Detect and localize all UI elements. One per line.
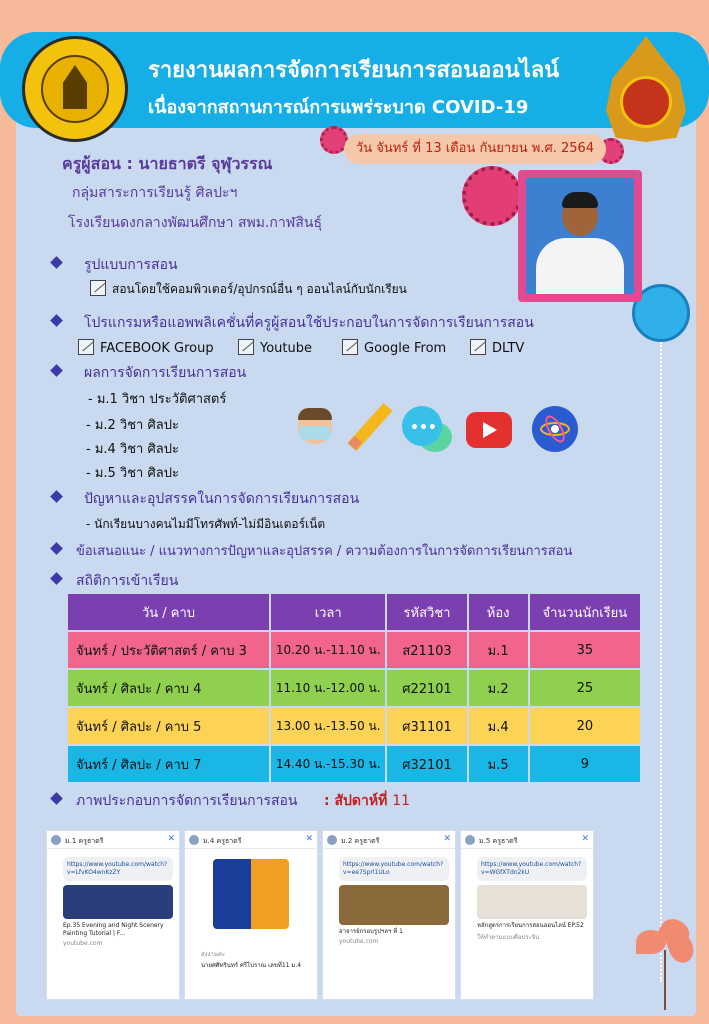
result-item: - ม.4 วิชา ศิลปะ [86,442,179,457]
problems-item: - นักเรียนบางคนไมมีโทรศัพท์-ไม่มีอินเตอร์เน็ต [86,517,326,531]
table-header-row [68,594,640,630]
column-header: เวลา [271,594,385,630]
youtube-icon [464,404,514,454]
suggestions-heading: ข้อเสนอแนะ / แนวทางการปัญหาและอุปสรรค / ความต้องการในการจัดการเรียนการสอน [76,544,573,559]
table-cell-count: 35 [530,632,640,668]
title-line-1: รายงานผลการจัดการเรียนการสอนออนไลน์ [148,58,560,83]
video-thumbnail [339,885,449,925]
table-cell-day: จันทร์ / ประวัติศาสตร์ / คาบ 3 [68,632,269,668]
chat-screenshot: ม.1 ครูธาตรี ✕ https://www.youtube.com/watch?v=LfvKO4wnKzZY Ep.35 Evening and Night Scenery Painting Tutorial | F... youtube.com [46,830,180,1000]
table-cell-room: ม.2 [469,670,528,706]
results-heading: ผลการจัดการเรียนการสอน [84,365,247,381]
result-item: - ม.1 วิชา ประวัติศาสตร์ [88,392,227,407]
flower-decoration [636,920,696,970]
checkbox-icon [342,339,358,355]
title-line-2: เนื่องจากสถานการณ์การแพร่ระบาด COVID-19 [148,97,529,118]
video-thumbnail [63,885,173,919]
table-cell-day: จันทร์ / ศิลปะ / คาบ 7 [68,746,269,782]
table-cell-time: 10.20 น.-11.10 น. [271,632,385,668]
column-header: ห้อง [469,594,528,630]
checkbox-icon [238,339,254,355]
week-number: 11 [392,793,411,809]
school-logo [22,36,128,142]
app-item: DLTV [470,339,524,356]
app-icons [290,404,590,460]
chat-screenshot: ม.2 ครูธาตรี ✕ https://www.youtube.com/watch?v=ee7Sprl1ULo อาจารย์กรอบรูปฯลฯ ที่ 1 youtube.com [322,830,456,1000]
table-cell-code: ศ32101 [387,746,466,782]
checkbox-icon [470,339,486,355]
column-header: รหัสวิชา [387,594,466,630]
school-name: โรงเรียนดงกลางพัฒนศึกษา สพม.กาฬสินธุ์ [68,215,323,231]
problems-heading: ปัญหาและอุปสรรคในการจัดการเรียนการสอน [84,491,360,507]
table-cell-room: ม.5 [469,746,528,782]
stats-heading: สถิติการเข้าเรียน [76,573,179,589]
checkbox-icon [90,280,106,296]
result-item: - ม.5 วิชา ศิลปะ [86,466,179,481]
subject-group: กลุ่มสาระการเรียนรู้ ศิลปะฯ [72,185,238,201]
video-thumbnail [477,885,587,919]
virus-icon [462,166,522,226]
app-item: Google From [342,339,446,356]
column-header: จำนวนนักเรียน [530,594,640,630]
pencil-icon [346,404,396,454]
week-label: : สัปดาห์ที่ 11 [324,793,411,809]
table-cell-code: ศ31101 [387,708,466,744]
screenshot-gallery [46,830,594,1000]
masked-person-icon [290,404,340,454]
ministry-emblem [606,36,686,142]
artwork-image [213,859,289,929]
table-cell-day: จันทร์ / ศิลปะ / คาบ 5 [68,708,269,744]
table-cell-time: 14.40 น.-15.30 น. [271,746,385,782]
checkbox-icon [78,339,94,355]
table-cell-count: 20 [530,708,640,744]
table-cell-time: 11.10 น.-12.00 น. [271,670,385,706]
format-heading: รูปแบบการสอน [84,257,178,273]
table-cell-count: 9 [530,746,640,782]
chat-bubble-icon: ••• [402,404,452,454]
chat-screenshot: ม.4 ครูธาตรี ✕ ส่งงานค่ะ นายศศิทรินทร์ ศรีโบราณ เลขที่11 ม.4 [184,830,318,1000]
table-row [68,746,640,782]
dotted-line-decoration [660,342,662,982]
table-cell-room: ม.1 [469,632,528,668]
table-cell-count: 25 [530,670,640,706]
table-row [68,632,640,668]
format-item: สอนโดยใช้คอมพิวเตอร์/อุปกรณ์อื่น ๆ ออนไลน์กับนักเรียน [90,280,407,299]
table-cell-code: ศ22101 [387,670,466,706]
table-cell-day: จันทร์ / ศิลปะ / คาบ 4 [68,670,269,706]
chat-screenshot: ม.5 ครูธาตรี ✕ https://www.youtube.com/watch?v=WGfXTdn2kU หลักสูตรการเรียนการสอนออนไลน์ EP.52 ให้ทำตามแบบคือประจิน [460,830,594,1000]
table-cell-time: 13.00 น.-13.50 น. [271,708,385,744]
apps-heading: โปรแกรมหรือแอพพลิเคชั่นที่ครูผู้สอนใช้ประกอบในการจัดการเรียนการสอน [84,315,534,331]
table-row [68,708,640,744]
result-item: - ม.2 วิชา ศิลปะ [86,418,179,433]
app-item: Youtube [238,339,312,356]
photos-heading: ภาพประกอบการจัดการเรียนการสอน [76,793,298,809]
app-item: FACEBOOK Group [78,339,214,356]
teacher-name: ครูผู้สอน : นายธาตรี จุฬุวรรณ [62,154,273,173]
atom-icon [530,404,580,454]
table-cell-code: ส21103 [387,632,466,668]
table-cell-room: ม.4 [469,708,528,744]
teacher-photo [518,170,642,302]
date-label: วัน จันทร์ ที่ 13 เดือน กันยายน พ.ศ. 2564 [344,134,606,164]
column-header: วัน / คาบ [68,594,269,630]
table-row [68,670,640,706]
attendance-table [66,592,642,784]
